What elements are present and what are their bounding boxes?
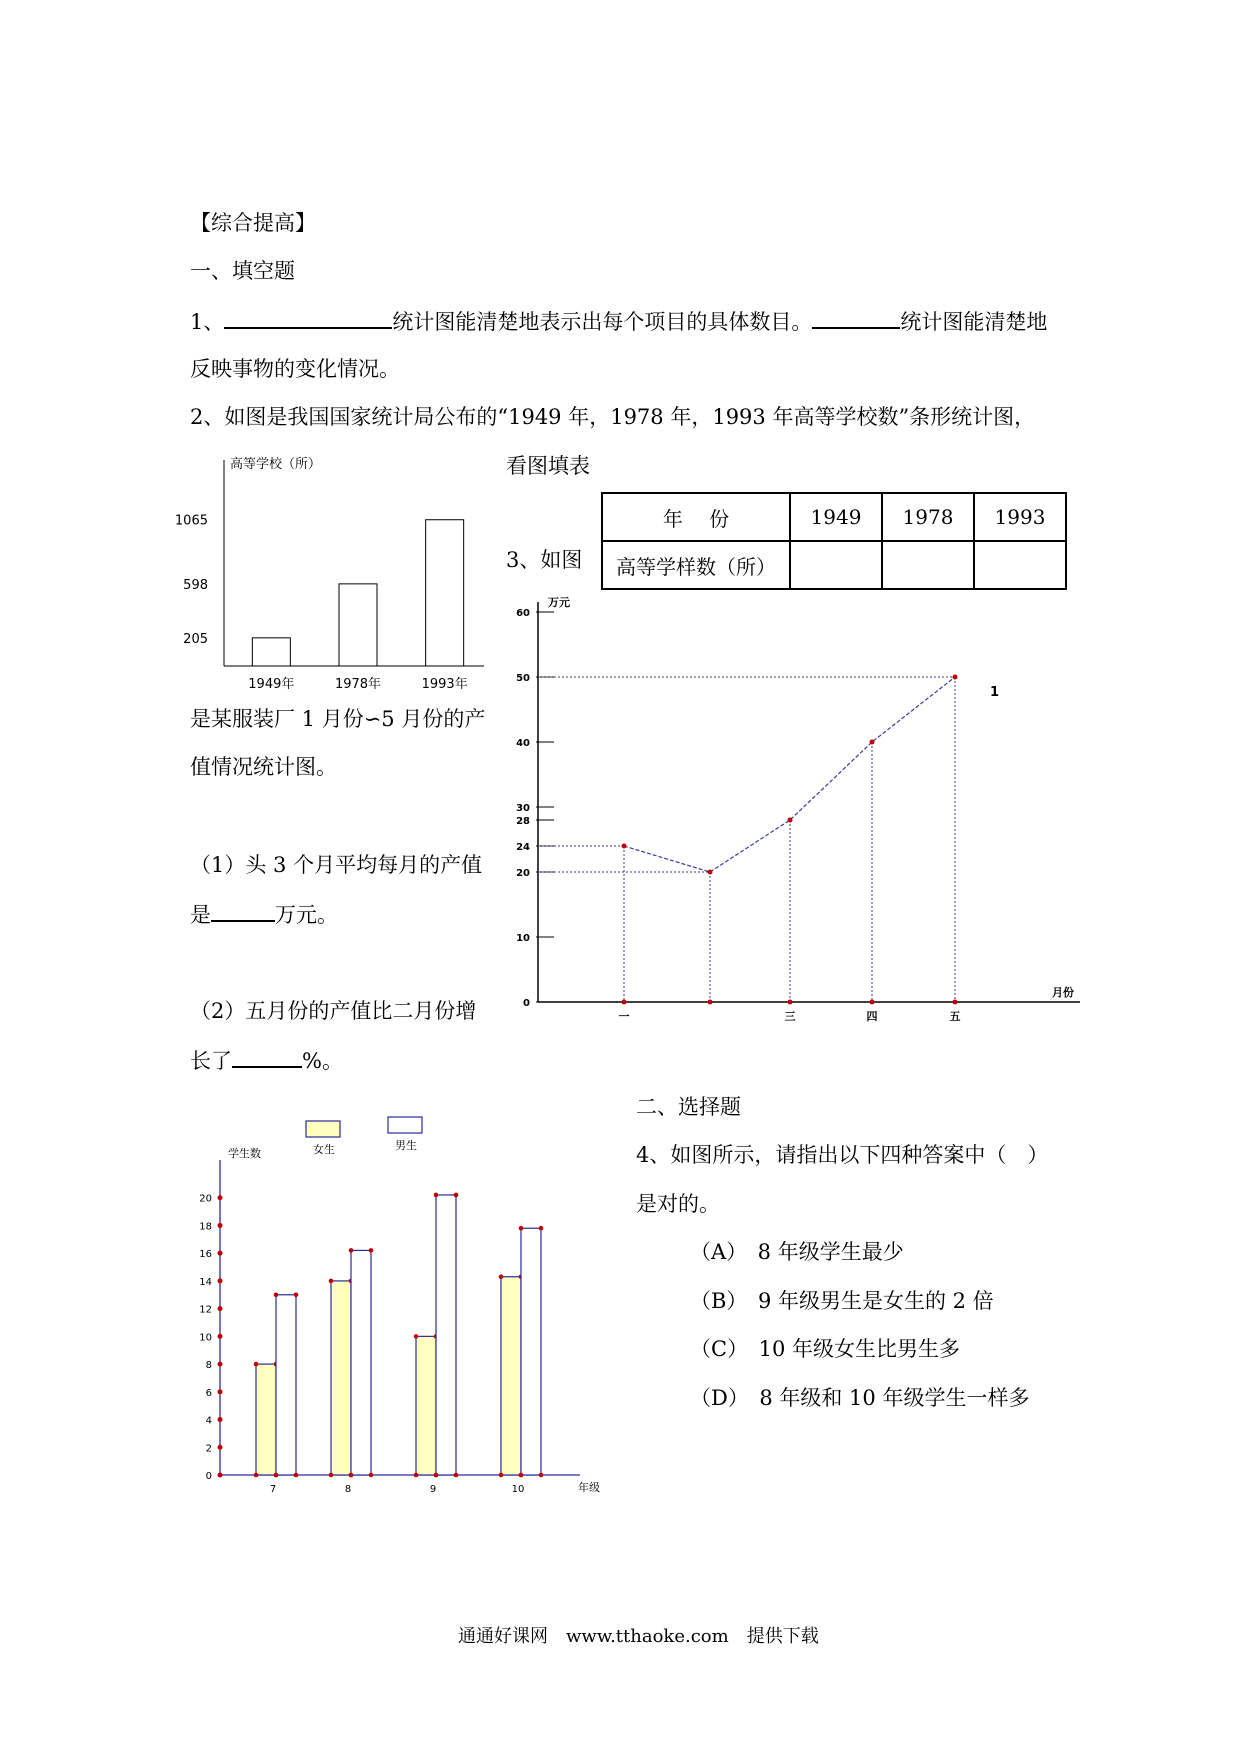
data-point bbox=[708, 870, 713, 875]
bar-corner bbox=[254, 1473, 259, 1478]
y-tick-label: 205 bbox=[183, 631, 208, 647]
bar bbox=[256, 1364, 276, 1475]
section-title: 【综合提高】 bbox=[190, 211, 316, 235]
bar bbox=[252, 638, 290, 666]
table-row bbox=[602, 541, 1066, 589]
q3-blank-1[interactable] bbox=[211, 900, 275, 922]
x-tick-label: 10 bbox=[511, 1484, 525, 1495]
bar bbox=[331, 1281, 351, 1475]
bar bbox=[426, 520, 464, 666]
bar-corner bbox=[369, 1248, 374, 1253]
q2-text-b: 看图填表 bbox=[506, 454, 590, 478]
y-tick-point bbox=[218, 1362, 223, 1367]
y-tick-label: 0 bbox=[523, 998, 530, 1009]
y-tick-label: 18 bbox=[199, 1221, 212, 1233]
bar bbox=[276, 1295, 296, 1475]
bar-corner bbox=[369, 1473, 374, 1478]
y-tick-label: 20 bbox=[199, 1193, 212, 1205]
option-text: 8 年级学生最少 bbox=[757, 1240, 904, 1264]
bar bbox=[521, 1228, 541, 1475]
y-tick-label: 1065 bbox=[174, 513, 208, 529]
y-tick-point bbox=[218, 1445, 223, 1450]
part1-heading: 一、填空题 bbox=[190, 259, 295, 283]
q1-number: 1、 bbox=[190, 310, 225, 334]
bar-corner bbox=[539, 1226, 544, 1231]
bar bbox=[416, 1336, 436, 1475]
question-1 bbox=[190, 307, 1047, 336]
bar-corner bbox=[349, 1248, 354, 1253]
q1-blank-2[interactable] bbox=[812, 307, 900, 329]
y-tick-label: 4 bbox=[205, 1415, 212, 1427]
bar-corner bbox=[519, 1473, 524, 1478]
bar bbox=[351, 1250, 371, 1475]
question-2: 2、如图是我国国家统计局公布的“1949 年，1978 年，1993 年高等学校数”条形统计图， bbox=[190, 405, 1036, 429]
y-tick-label: 598 bbox=[183, 577, 208, 593]
y-tick-label: 14 bbox=[199, 1276, 212, 1288]
bar-corner bbox=[274, 1473, 279, 1478]
table-answer-cell[interactable] bbox=[790, 541, 882, 589]
bar-corner bbox=[499, 1274, 504, 1279]
legend-swatch bbox=[388, 1117, 422, 1133]
y-tick-label: 24 bbox=[516, 842, 530, 853]
q3-sub1-c: 万元。 bbox=[275, 903, 338, 927]
x-tick-label: 7 bbox=[269, 1484, 277, 1495]
bar-corner bbox=[454, 1193, 459, 1198]
y-axis-label: 高等学校（所） bbox=[230, 457, 322, 472]
x-tick-point bbox=[953, 1000, 958, 1005]
y-tick-label: 16 bbox=[199, 1249, 212, 1261]
x-tick-point bbox=[622, 1000, 627, 1005]
fill-table bbox=[601, 492, 1067, 590]
x-tick-label: 1949年 bbox=[248, 677, 295, 692]
x-tick-point bbox=[708, 1000, 713, 1005]
q1-text-a: 统计图能清楚地表示出每个项目的具体数目。 bbox=[392, 310, 813, 334]
q3-sub2 bbox=[190, 1046, 343, 1075]
legend-label: 男生 bbox=[395, 1139, 417, 1152]
y-tick-label: 50 bbox=[516, 673, 530, 684]
bar-corner bbox=[434, 1473, 439, 1478]
bar-corner bbox=[349, 1473, 354, 1478]
table-cell: 1978 bbox=[882, 493, 974, 541]
option-text: 10 年级女生比男生多 bbox=[758, 1337, 960, 1361]
option-text: 8 年级和 10 年级学生一样多 bbox=[759, 1386, 1030, 1410]
table-cell: 高等学样数（所） bbox=[602, 541, 790, 589]
bar-corner bbox=[329, 1473, 334, 1478]
y-tick-label: 10 bbox=[199, 1332, 212, 1344]
schools-bar-chart bbox=[160, 450, 500, 700]
x-tick-point bbox=[870, 1000, 875, 1005]
students-bar-chart bbox=[180, 1105, 620, 1515]
data-point bbox=[788, 818, 793, 823]
x-tick-label: 1978年 bbox=[334, 677, 382, 692]
table-answer-cell[interactable] bbox=[974, 541, 1066, 589]
y-tick-point bbox=[218, 1251, 223, 1256]
q4-line2: 是对的。 bbox=[636, 1192, 720, 1216]
q3-line1: 是某服装厂 1 月份∽5 月份的产 bbox=[190, 707, 486, 731]
x-axis-label: 月份 bbox=[1052, 986, 1074, 999]
y-tick-point bbox=[218, 1334, 223, 1339]
x-tick-label: 1993年 bbox=[421, 677, 468, 692]
bar-corner bbox=[329, 1279, 334, 1284]
data-point bbox=[870, 740, 875, 745]
legend-swatch bbox=[306, 1121, 340, 1137]
table-row bbox=[602, 493, 1066, 541]
y-tick-label: 6 bbox=[205, 1387, 212, 1399]
bar-corner bbox=[294, 1292, 299, 1297]
q4-line1: 4、如图所示，请指出以下四种答案中（ ） bbox=[636, 1143, 1049, 1167]
bar-corner bbox=[294, 1473, 299, 1478]
y-tick-label: 30 bbox=[516, 803, 530, 814]
y-axis-label: 万元 bbox=[548, 596, 570, 609]
table-cell: 1993 bbox=[974, 493, 1066, 541]
bar-corner bbox=[254, 1362, 259, 1367]
output-line-chart bbox=[500, 590, 1100, 1030]
option-a[interactable] bbox=[690, 1238, 904, 1266]
q1-text-b: 统计图能清楚地 bbox=[900, 310, 1048, 334]
bar bbox=[339, 584, 377, 666]
bar bbox=[501, 1277, 521, 1475]
part2-heading: 二、选择题 bbox=[636, 1095, 741, 1119]
y-tick-label: 12 bbox=[199, 1304, 212, 1316]
q3-sub1 bbox=[190, 900, 338, 929]
data-point bbox=[953, 675, 958, 680]
option-b[interactable] bbox=[690, 1287, 994, 1315]
bar-corner bbox=[274, 1292, 279, 1297]
bar bbox=[436, 1195, 456, 1475]
q1-blank-1[interactable] bbox=[224, 307, 392, 329]
y-tick-point bbox=[218, 1473, 223, 1478]
bar-corner bbox=[454, 1473, 459, 1478]
y-tick-label: 28 bbox=[516, 816, 530, 827]
option-label: （D） bbox=[690, 1386, 739, 1410]
data-point bbox=[622, 844, 627, 849]
bar-corner bbox=[539, 1473, 544, 1478]
y-tick-point bbox=[218, 1278, 223, 1283]
table-cell: 1949 bbox=[790, 493, 882, 541]
bar-corner bbox=[499, 1473, 504, 1478]
x-tick-label: 8 bbox=[344, 1484, 352, 1495]
bar-corner bbox=[414, 1473, 419, 1478]
q3-intro: 3、如图 bbox=[506, 548, 583, 572]
y-tick-label: 60 bbox=[516, 608, 530, 619]
q3-sub1-a: （1）头 3 个月平均每月的产值 bbox=[190, 853, 483, 877]
series-line bbox=[624, 677, 955, 872]
table-cell: 年 份 bbox=[602, 493, 790, 541]
q3-sub2-a: （2）五月份的产值比二月份增 bbox=[190, 999, 477, 1023]
y-tick-label: 10 bbox=[516, 933, 530, 944]
y-tick-point bbox=[218, 1417, 223, 1422]
x-tick-label: 四 bbox=[866, 1010, 878, 1023]
q3-blank-2[interactable] bbox=[232, 1046, 302, 1068]
y-tick-point bbox=[218, 1306, 223, 1311]
bar-corner bbox=[519, 1226, 524, 1231]
footer: 通通好课网 www.tthaoke.com 提供下载 bbox=[458, 1626, 819, 1647]
legend-label: 女生 bbox=[313, 1143, 335, 1156]
q3-sub1-b: 是 bbox=[190, 903, 211, 927]
x-axis-label: 年级 bbox=[578, 1481, 600, 1494]
y-tick-point bbox=[218, 1389, 223, 1394]
annotation: 1 bbox=[990, 685, 1000, 700]
bar-corner bbox=[434, 1193, 439, 1198]
y-tick-label: 8 bbox=[205, 1360, 212, 1372]
x-tick-label: 三 bbox=[784, 1010, 796, 1023]
y-tick-label: 0 bbox=[205, 1471, 212, 1482]
y-tick-label: 2 bbox=[205, 1443, 212, 1455]
y-tick-label: 20 bbox=[516, 868, 530, 879]
q3-sub2-c: %。 bbox=[302, 1049, 343, 1073]
q3-line2: 值情况统计图。 bbox=[190, 755, 337, 779]
option-label: （A） bbox=[690, 1240, 737, 1264]
x-tick-label: 五 bbox=[949, 1010, 961, 1023]
x-tick-label: 一 bbox=[618, 1010, 630, 1023]
bar-corner bbox=[414, 1334, 419, 1339]
y-tick-point bbox=[218, 1195, 223, 1200]
option-label: （C） bbox=[690, 1337, 738, 1361]
option-c[interactable] bbox=[690, 1335, 960, 1363]
x-tick-label: 9 bbox=[429, 1484, 437, 1495]
y-tick-label: 40 bbox=[516, 738, 530, 749]
q1-text-c: 反映事物的变化情况。 bbox=[190, 357, 400, 381]
option-label: （B） bbox=[690, 1289, 737, 1313]
option-text: 9 年级男生是女生的 2 倍 bbox=[757, 1289, 994, 1313]
x-tick-point bbox=[788, 1000, 793, 1005]
y-axis-label: 学生数 bbox=[228, 1147, 261, 1160]
q3-sub2-b: 长了 bbox=[190, 1049, 232, 1073]
y-tick-point bbox=[218, 1223, 223, 1228]
table-answer-cell[interactable] bbox=[882, 541, 974, 589]
option-d[interactable] bbox=[690, 1384, 1029, 1412]
